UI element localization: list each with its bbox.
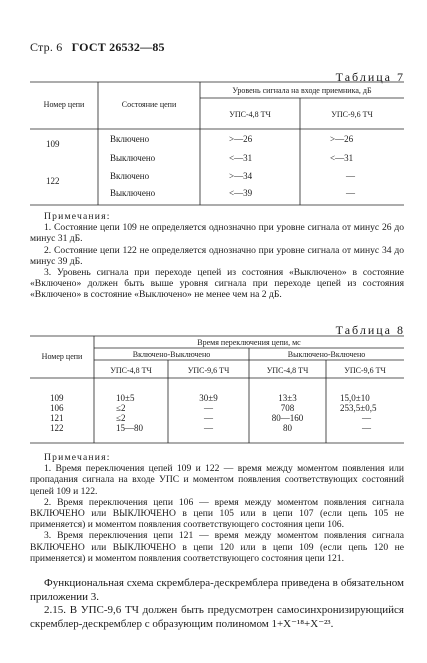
table7-caption: Таблица 7: [335, 70, 405, 84]
t8-col-a2: УПС-4,8 ТЧ: [266, 366, 309, 375]
t8-col3-values: [249, 393, 326, 433]
t7-col-state: Состояние цепи: [121, 100, 177, 109]
t8-c2: 30±9: [199, 393, 218, 403]
t7-row-state: Включено: [110, 134, 150, 144]
t7-row-a: <—39: [229, 188, 253, 198]
t8-col-circuit: Номер цепи: [41, 352, 83, 361]
t7-col-b: УПС-9,6 ТЧ: [331, 110, 373, 119]
t8-col-circuit-values: [50, 393, 64, 433]
body-text: [30, 577, 404, 631]
note-item: 2. Состояние цепи 122 не определяется однозначно при уровне сигнала от минус 34 до минус 39 дБ.: [30, 244, 404, 267]
t8-c4: 15,0±10: [340, 393, 370, 403]
table7-notes: [30, 211, 404, 301]
t7-row-state: Выключено: [110, 188, 156, 198]
t8-num: 122: [50, 423, 64, 433]
t8-c3: 80: [283, 423, 292, 433]
t7-row-a: <—31: [229, 153, 253, 163]
t8-sub-off-on: Выключено-Включено: [287, 350, 366, 359]
notes-title: Примечания:: [44, 211, 111, 222]
t8-num: 109: [50, 393, 64, 403]
t7-row-state: Выключено: [110, 153, 156, 163]
t8-c1: ≤2: [116, 403, 126, 413]
t8-col-a: УПС-4,8 ТЧ: [110, 366, 152, 375]
t8-col-b2: УПС-9,6 ТЧ: [344, 366, 386, 375]
t8-col-b: УПС-9,6 ТЧ: [187, 366, 230, 375]
note-item: 2. Время переключения цепи 106 — время между моментом появления сигнала ВКЛЮЧЕНО или ВЫКЛЮЧЕНО в цепи 105 или в цепи 107 (если цепь 105 не применяется) и моментом появления соответствующего состояния цепи 106.: [30, 496, 404, 531]
t8-col2-values: [168, 393, 249, 433]
t7-col-circuit: Номер цепи: [43, 100, 85, 109]
t8-c4: 253,5±0,5: [340, 403, 377, 413]
t8-c3: 708: [280, 403, 295, 413]
t7-row-num: 109: [46, 139, 60, 149]
note-item: 1. Состояние цепи 109 не определяется однозначно при уровне сигнала от минус 26 до минус 31 дБ.: [30, 222, 404, 245]
t7-row-state: Включено: [110, 171, 150, 181]
t8-c4: —: [362, 423, 371, 433]
t8-c1: 10±5: [116, 393, 135, 403]
t7-col-group: Уровень сигнала на входе приемника, дБ: [232, 86, 372, 95]
t7-row-b: <—31: [330, 153, 354, 163]
note-item: 3. Время переключения цепи 121 — время между моментом появления сигнала ВКЛЮЧЕНО или ВЫКЛЮЧЕНО в цепи 120 или в цепи 109 (если цепь 120 не применяется) и моментом появления соответствующего состояния цепи 121.: [30, 530, 404, 564]
standard-number: ГОСТ 26532—85: [71, 40, 165, 54]
t8-num: 106: [50, 403, 64, 413]
t7-col-a: УПС-4,8 ТЧ: [229, 110, 271, 119]
t8-col4-values: [340, 393, 376, 433]
t8-c2: —: [204, 403, 213, 413]
t8-c2: —: [204, 423, 213, 433]
t8-c3: 13±3: [278, 393, 297, 403]
t7-row-num: 122: [46, 176, 60, 186]
t8-col-group: Время переключения цепи, мс: [197, 338, 301, 347]
t8-c3: 80—160: [271, 413, 304, 423]
t8-c1: 15—80: [116, 423, 143, 433]
page-number: Стр. 6: [30, 40, 63, 54]
note-item: 1. Время переключения цепей 109 и 122 — время между моментом появления или пропадания сигнала на входе УПС и моментом появления соответствующих состояний цепей 109 и 122.: [30, 463, 404, 497]
t8-col1-values: [116, 393, 143, 433]
t7-row-b: —: [346, 188, 355, 198]
t7-row-a: >—34: [229, 171, 253, 181]
t7-row-b: >—26: [330, 134, 354, 144]
table8-caption: Таблица 8: [335, 323, 405, 337]
t8-c2: —: [204, 413, 213, 423]
notes-title: Примечания:: [44, 452, 111, 463]
t7-row-b: —: [346, 171, 355, 181]
note-item: 3. Уровень сигнала при переходе цепей из состояния «Выключено» в состояние «Включено» должен быть выше уровня сигнала при переходе цепей из состояния «Включено» в состояние «Выключено» не менее чем на 2 дБ.: [30, 267, 404, 301]
t8-sub-on-off: Включено-Выключено: [132, 350, 211, 359]
paragraph-2-15: 2.15. В УПС-9,6 ТЧ должен быть предусмотрен самосинхронизирующийся скремблер-дескремблер с образующим полиномом 1+X⁻¹⁸+X⁻²³.: [30, 604, 404, 630]
t8-c4: —: [362, 413, 371, 423]
table8-notes: [30, 452, 404, 564]
t8-c1: ≤2: [116, 413, 126, 423]
paragraph-scheme: Функциональная схема скремблера-дескремблера приведена в обязательном приложении 3.: [30, 577, 404, 603]
t8-num: 121: [50, 413, 64, 423]
t7-row-a: >—26: [229, 134, 253, 144]
